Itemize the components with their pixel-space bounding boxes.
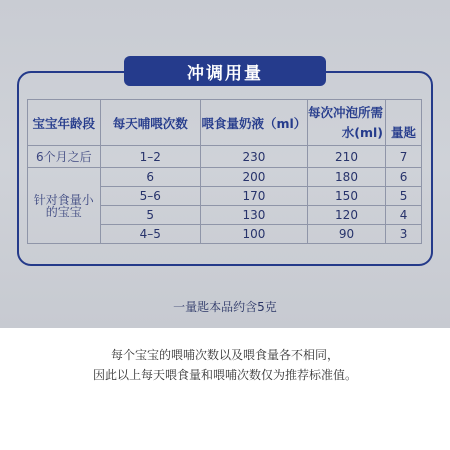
table-header-row [28, 100, 422, 146]
row-times: 6 [100, 168, 200, 187]
row-age: 6个月之后 [28, 146, 101, 168]
header-feed-amount: 喂食量奶液（ml） [200, 100, 307, 146]
row-times: 5–6 [100, 187, 200, 206]
row-times: 5 [100, 206, 200, 225]
row-amount: 170 [200, 187, 307, 206]
row-water: 120 [308, 206, 386, 225]
row-scoops: 3 [386, 225, 422, 244]
header-water [308, 100, 386, 146]
header-age: 宝宝年龄段 [28, 100, 101, 146]
feeding-disclaimer [0, 345, 450, 385]
row-water: 150 [308, 187, 386, 206]
row-times: 1–2 [100, 146, 200, 168]
row-times: 4–5 [100, 225, 200, 244]
header-scoops [386, 100, 422, 146]
row-scoops: 7 [386, 146, 422, 168]
panel-title: 冲调用量 [124, 56, 326, 86]
header-water-line1: 每次冲泡所需 [308, 104, 384, 120]
dosage-table [27, 99, 422, 244]
disclaimer-line1: 每个宝宝的喂哺次数以及喂食量各不相同， [110, 348, 339, 362]
header-feeds-per-day: 每天哺喂次数 [100, 100, 200, 146]
header-scoops-label: 量匙 [391, 124, 417, 140]
row-scoops: 6 [386, 168, 422, 187]
row-scoops: 4 [386, 206, 422, 225]
row-water: 210 [308, 146, 386, 168]
disclaimer-line2: 因此以上每天喂食量和喂哺次数仅为推荐标准值。 [92, 368, 357, 382]
row-amount: 100 [200, 225, 307, 244]
row-water: 90 [308, 225, 386, 244]
table-row [28, 168, 422, 187]
row-water: 180 [308, 168, 386, 187]
scoop-weight-note: 一量匙本品约含5克 [173, 300, 277, 314]
header-water-line2: 水(ml) [341, 124, 384, 140]
row-amount: 200 [200, 168, 307, 187]
row-amount: 130 [200, 206, 307, 225]
row-age-target: 针对食量小的宝宝 [28, 168, 101, 244]
row-scoops: 5 [386, 187, 422, 206]
row-amount: 230 [200, 146, 307, 168]
table-row [28, 146, 422, 168]
